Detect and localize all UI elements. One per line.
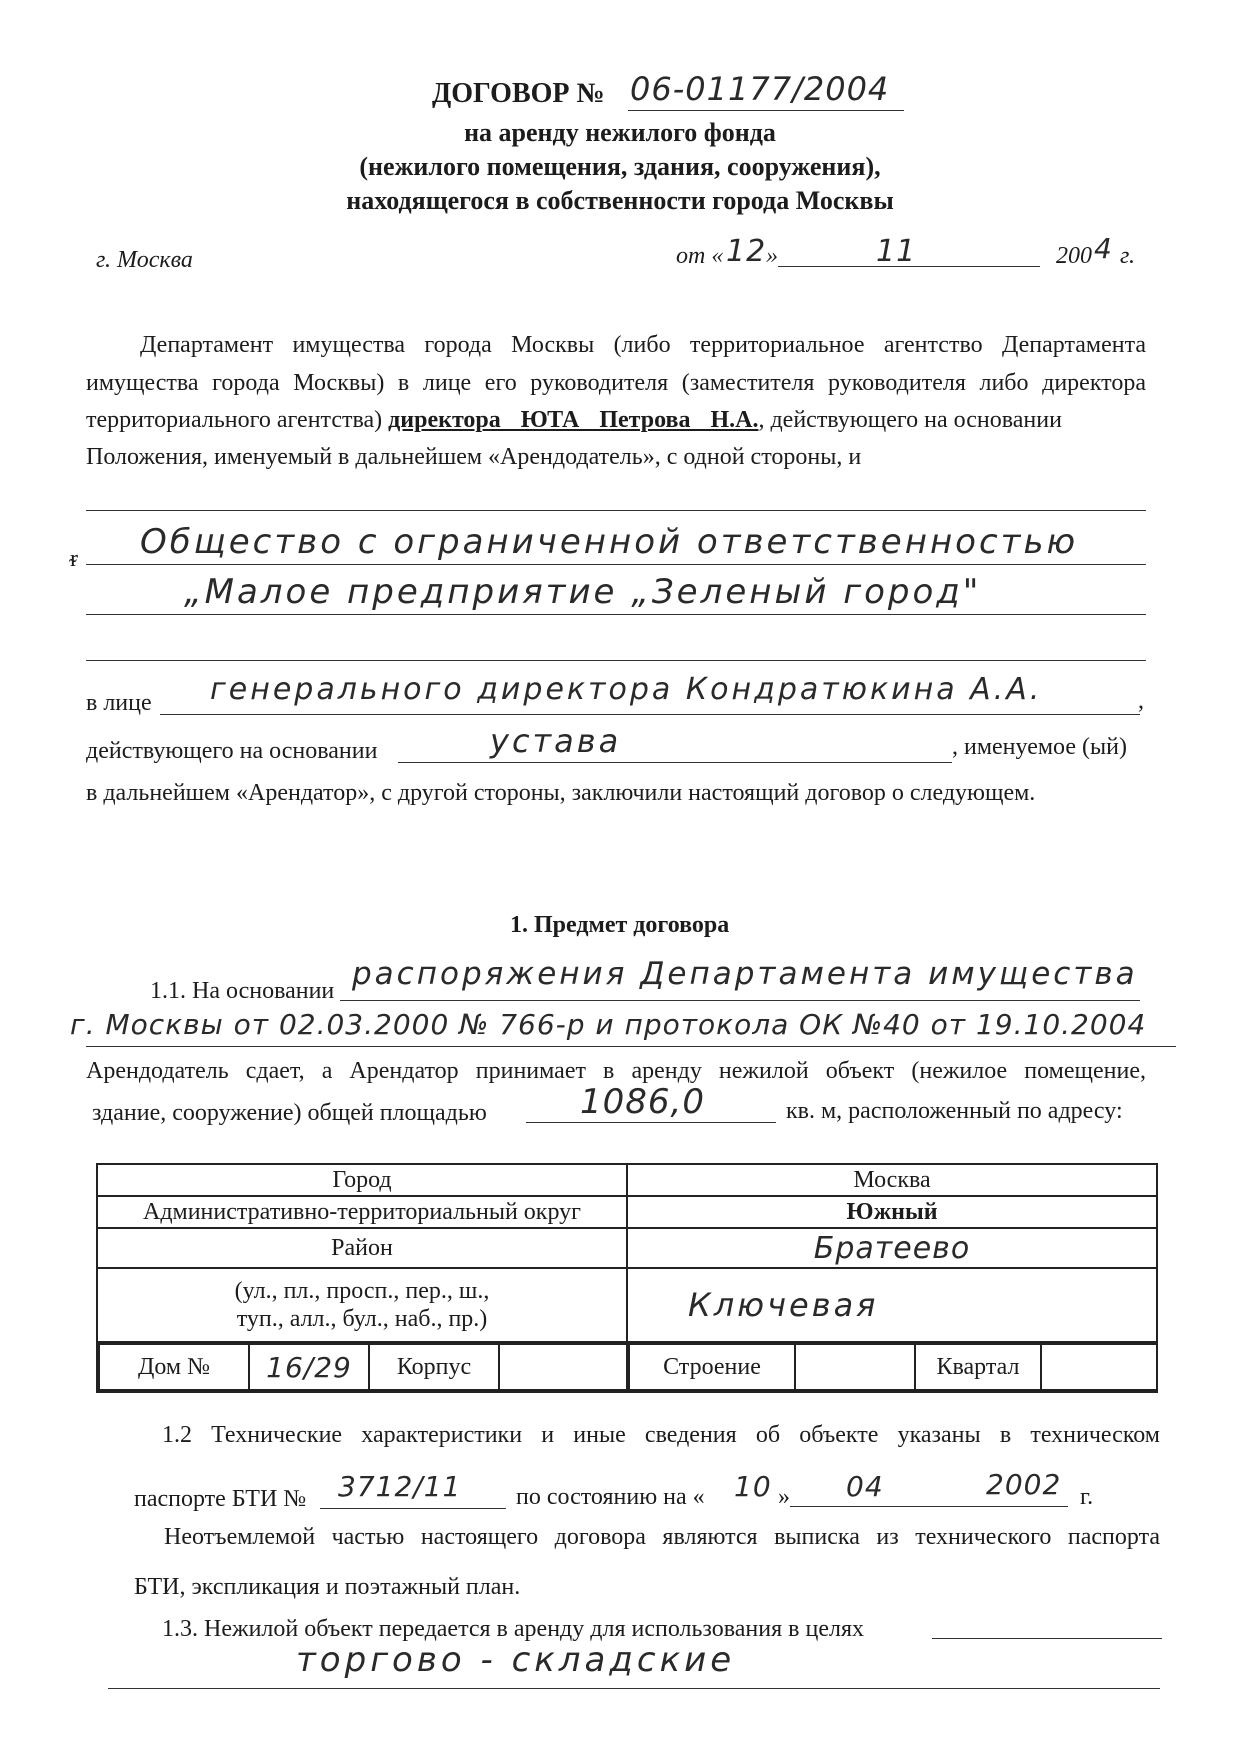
passport-underline: [320, 1508, 506, 1509]
p13-underline-1: [932, 1638, 1162, 1639]
address-block-label: Квартал: [915, 1344, 1041, 1390]
address-area-value: Братеево: [627, 1228, 1157, 1268]
intro-line-3: [86, 407, 1146, 434]
contract-number-underline: [628, 110, 904, 111]
tenant-blank-line-1: [86, 510, 1146, 511]
address-structure-value: [795, 1344, 915, 1390]
state-year: 2002: [986, 1468, 1062, 1501]
tenant-margin-mark: ᵲ: [70, 546, 78, 572]
date-year-prefix: 200: [1056, 243, 1092, 269]
city: г. Москва: [96, 247, 193, 273]
tenant-blank-line-2: [86, 564, 1146, 565]
in-person-label: в лице: [86, 690, 152, 716]
p11-value-line-2: г. Москвы от 02.03.2000 № 766-р и протокола ОК №40 от 19.10.2004: [70, 1008, 1147, 1041]
address-row-city: [97, 1164, 1157, 1196]
address-house-label: Дом №: [99, 1344, 249, 1390]
address-structure-label: Строение: [629, 1344, 795, 1390]
tenant-name-line-1: Общество с ограниченной ответственностью: [140, 522, 1079, 562]
title-line-3: (нежилого помещения, здания, сооружения),: [359, 152, 881, 181]
passport-label: паспорте БТИ №: [134, 1486, 307, 1512]
address-city-label: Город: [97, 1164, 627, 1196]
passport-value: 3712/11: [338, 1470, 462, 1503]
basis-underline: [398, 762, 952, 763]
intro-line-1: Департамент имущества города Москвы (либо территориальное агентство Департамента: [140, 332, 1146, 358]
date-from-label: от «: [676, 243, 724, 269]
p12-line-3: Неотъемлемой частью настоящего договора являются выписка из технического паспорта: [164, 1524, 1160, 1550]
intro-line-3-end: , действующего на основании: [758, 407, 1062, 433]
address-street-value: Ключевая: [627, 1268, 1157, 1342]
in-person-underline: [160, 714, 1140, 715]
contract-title-prefix: ДОГОВОР №: [432, 78, 605, 109]
p11-value-line-1: распоряжения Департамента имущества: [352, 956, 1138, 992]
tenant-closing: в дальнейшем «Арендатор», с другой стороны, заключили настоящий договор о следующем.: [86, 780, 1036, 806]
area-value: 1086,0: [580, 1082, 705, 1122]
address-district-value: Южный: [627, 1196, 1157, 1228]
section-1-heading: 1. Предмет договора: [510, 912, 730, 938]
date-month: 11: [876, 234, 917, 269]
date-year-digit: 4: [1094, 232, 1113, 265]
landlord-representative: директора ЮТА Петрова Н.А.: [388, 407, 759, 433]
address-house-value: 16/29: [249, 1344, 369, 1390]
state-day: 10: [734, 1470, 772, 1503]
basis-value: устава: [490, 722, 622, 760]
p13-line-1: 1.3. Нежилой объект передается в аренду для использования в целях: [162, 1616, 864, 1642]
contract-title: [432, 78, 605, 110]
p11-label: 1.1. На основании: [150, 978, 335, 1004]
p11-text-line-2-end: кв. м, расположенный по адресу:: [786, 1098, 1123, 1124]
tenant-blank-line-3: [86, 614, 1146, 615]
title-line-2: на аренду нежилого фонда: [464, 118, 776, 147]
contract-number: 06-01177/2004: [630, 70, 890, 108]
address-street-label-line-2: туп., алл., бул., наб., пр.): [236, 1306, 488, 1332]
state-day-close: »: [778, 1484, 790, 1510]
state-year-suffix: г.: [1080, 1484, 1094, 1510]
state-date-underline: [790, 1506, 1068, 1507]
intro-line-4: Положения, именуемый в дальнейшем «Арендодатель», с одной стороны, и: [86, 444, 862, 470]
address-area-label: Район: [97, 1228, 627, 1268]
address-row-district: [97, 1196, 1157, 1228]
address-house-subtable: [98, 1343, 626, 1391]
title-line-4: находящегося в собственности города Москвы: [346, 186, 894, 215]
p12-line-1: 1.2 Технические характеристики и иные сведения об объекте указаны в техническом: [162, 1422, 1160, 1448]
state-month: 04: [846, 1470, 884, 1503]
purpose-value: торгово - складские: [296, 1640, 736, 1680]
address-district-label: Административно-территориальный округ: [97, 1196, 627, 1228]
named-label: , именуемое (ый): [952, 734, 1127, 760]
p12-line-4: БТИ, экспликация и поэтажный план.: [134, 1574, 521, 1600]
address-row-house: [97, 1342, 1157, 1392]
p13-underline-2: [108, 1688, 1160, 1689]
tenant-blank-line-4: [86, 660, 1146, 661]
address-building-label: Корпус: [369, 1344, 499, 1390]
in-person-value: генерального директора Кондратюкина А.А.: [210, 672, 1043, 707]
intro-line-3-start: территориального агентства): [86, 407, 383, 433]
in-person-comma: ,: [1138, 688, 1144, 714]
p11-underline-1: [340, 1000, 1140, 1001]
address-street-label: [97, 1268, 627, 1342]
intro-line-2: имущества города Москвы) в лице его руководителя (заместителя руководителя либо директора: [86, 370, 1146, 396]
date-day: 12: [726, 234, 767, 269]
p11-underline-2: [86, 1046, 1176, 1047]
address-house-cell: [97, 1342, 627, 1392]
date-day-close: »: [766, 243, 778, 269]
tenant-name-line-2: „Малое предприятие „Зеленый город": [184, 572, 982, 612]
address-row-street: [97, 1268, 1157, 1342]
basis-label: действующего на основании: [86, 738, 378, 764]
address-block-value: [1041, 1344, 1156, 1390]
date-year-suffix: г.: [1120, 243, 1136, 269]
address-building-value: [499, 1344, 626, 1390]
address-city-value: Москва: [627, 1164, 1157, 1196]
p11-text-line-2-start: здание, сооружение) общей площадью: [92, 1100, 487, 1126]
address-table: [96, 1163, 1158, 1393]
address-structure-subtable: [628, 1343, 1156, 1391]
p11-text-line-1: Арендодатель сдает, а Арендатор принимает в аренду нежилой объект (нежилое помещение,: [86, 1058, 1146, 1084]
address-structure-cell: [627, 1342, 1157, 1392]
state-label: по состоянию на «: [516, 1484, 705, 1510]
address-street-label-line-1: (ул., пл., просп., пер., ш.,: [234, 1278, 490, 1304]
area-underline: [526, 1122, 776, 1123]
address-row-area: [97, 1228, 1157, 1268]
